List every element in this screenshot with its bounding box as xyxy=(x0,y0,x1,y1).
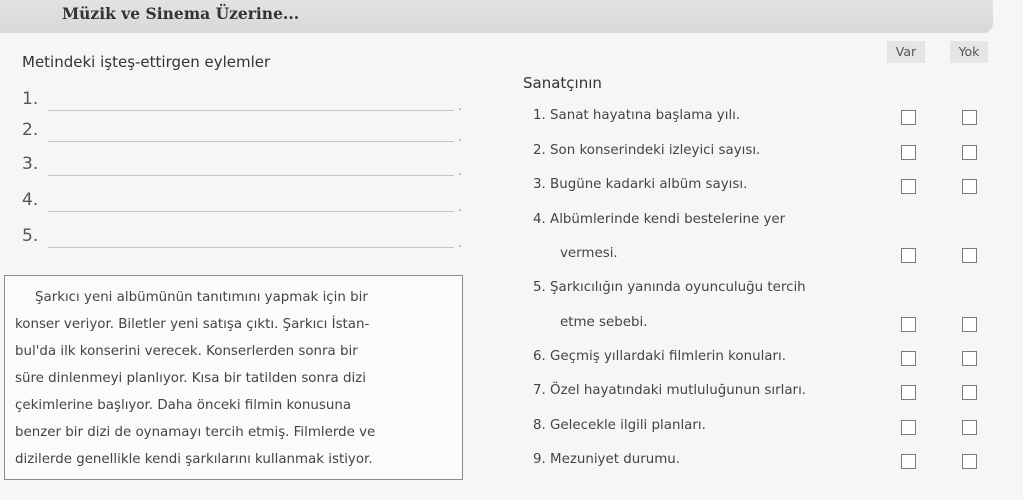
yok-column-header: Yok xyxy=(950,41,988,63)
passage-line: dizilerde genellikle kendi şarkılarını kullanmak istiyor. xyxy=(15,452,373,467)
question-4-text: 4. Albümlerinde kendi bestelerine yer xyxy=(533,212,786,227)
section-title: Müzik ve Sinema Üzerine... xyxy=(62,4,300,23)
question-4-yok-checkbox[interactable] xyxy=(962,248,977,263)
passage-line: benzer bir dizi de oynamayı tercih etmiş. Filmlerde ve xyxy=(15,425,376,440)
answer-number: 4. xyxy=(22,190,39,210)
question-8-var-checkbox[interactable] xyxy=(901,420,916,435)
answer-end-dot: . xyxy=(458,236,462,250)
answer-line[interactable] xyxy=(48,110,454,111)
reading-passage-box xyxy=(4,275,463,480)
answer-number: 2. xyxy=(22,120,39,140)
question-4-var-checkbox[interactable] xyxy=(901,248,916,263)
passage-line: Şarkıcı yeni albümünün tanıtımını yapmak için bir xyxy=(35,290,368,305)
passage-line: konser veriyor. Biletler yeni satışa çıktı. Şarkıcı İstan- xyxy=(15,317,370,332)
answer-end-dot: . xyxy=(458,130,462,144)
question-3-yok-checkbox[interactable] xyxy=(962,179,977,194)
question-8-yok-checkbox[interactable] xyxy=(962,420,977,435)
answer-end-dot: . xyxy=(458,164,462,178)
question-3-var-checkbox[interactable] xyxy=(901,179,916,194)
passage-line: süre dinlenmeyi planlıyor. Kısa bir tatilden sonra dizi xyxy=(15,371,366,386)
answer-row-1 xyxy=(22,89,462,113)
answer-line[interactable] xyxy=(48,175,454,176)
question-6-text: 6. Geçmiş yıllardaki filmlerin konuları. xyxy=(533,349,786,364)
answer-row-2 xyxy=(22,120,462,144)
question-7-yok-checkbox[interactable] xyxy=(962,385,977,400)
question-3-text: 3. Bugüne kadarki albüm sayısı. xyxy=(533,177,748,192)
question-4-text-cont: vermesi. xyxy=(560,246,618,261)
question-2-var-checkbox[interactable] xyxy=(901,145,916,160)
question-6-yok-checkbox[interactable] xyxy=(962,351,977,366)
question-2-yok-checkbox[interactable] xyxy=(962,145,977,160)
section-header-bar xyxy=(0,0,993,33)
question-9-yok-checkbox[interactable] xyxy=(962,454,977,469)
answer-number: 3. xyxy=(22,154,39,174)
question-7-text: 7. Özel hayatındaki mutluluğunun sırları. xyxy=(533,383,807,398)
passage-line: bul'da ilk konserini verecek. Konserlerden sonra bir xyxy=(15,344,358,359)
answer-line[interactable] xyxy=(48,141,454,142)
answer-line[interactable] xyxy=(48,247,454,248)
answer-end-dot: . xyxy=(458,200,462,214)
answer-line[interactable] xyxy=(48,211,454,212)
answer-number: 5. xyxy=(22,226,39,246)
passage-line: çekimlerine başlıyor. Daha önceki filmin konusuna xyxy=(15,398,352,413)
var-column-header: Var xyxy=(887,41,925,63)
question-5-text-cont: etme sebebi. xyxy=(560,315,648,330)
verbs-exercise-title: Metindeki işteş-ettirgen eylemler xyxy=(22,53,271,71)
answer-row-5 xyxy=(22,226,462,250)
artist-questions-title: Sanatçının xyxy=(523,74,602,92)
question-1-var-checkbox[interactable] xyxy=(901,110,916,125)
question-5-var-checkbox[interactable] xyxy=(901,317,916,332)
question-8-text: 8. Gelecekle ilgili planları. xyxy=(533,418,706,433)
question-6-var-checkbox[interactable] xyxy=(901,351,916,366)
question-9-var-checkbox[interactable] xyxy=(901,454,916,469)
answer-row-3 xyxy=(22,154,462,178)
answer-row-4 xyxy=(22,190,462,214)
question-2-text: 2. Son konserindeki izleyici sayısı. xyxy=(533,143,761,158)
question-5-text: 5. Şarkıcılığın yanında oyunculuğu tercih xyxy=(533,280,806,295)
question-1-yok-checkbox[interactable] xyxy=(962,110,977,125)
answer-end-dot: . xyxy=(458,99,462,113)
answer-number: 1. xyxy=(22,89,39,109)
question-1-text: 1. Sanat hayatına başlama yılı. xyxy=(533,108,741,123)
question-7-var-checkbox[interactable] xyxy=(901,385,916,400)
question-9-text: 9. Mezuniyet durumu. xyxy=(533,452,680,467)
question-5-yok-checkbox[interactable] xyxy=(962,317,977,332)
